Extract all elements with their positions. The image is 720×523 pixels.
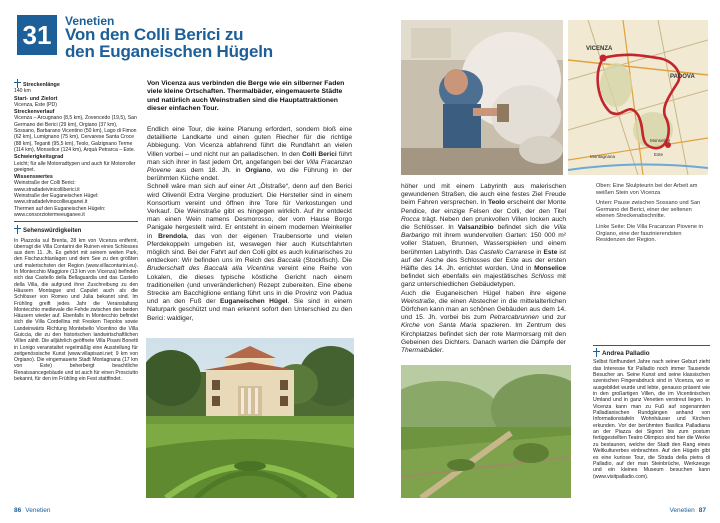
palladio-text: Selbst fünfhundert Jahre nach seiner Geburt zieht das Interesse für Palladio noch immer Tausende Besucher an. Seine Kunst und seine klassischen szenischen Fingerabdruck sind in Vicenza, wo er ausgebildet wurde und lebte, genauso präsent wie in den großartigen Villen, die im Vicentinischen Umland und in ganz Venetien verstreut liegen. In Vicenza kann man zu Fuß auf sogenannten Palladianischen Rundgängen anhand von Informationstafeln Wohnhäuser und Kirchen erkunden. Vor der berühmten Basilica Palladiana an der Piazza dei Signori bis zum postum fertiggestellten Teatro Olimpico sind hier die Werke zu bestaunen, welche der Stadt den Rang eines Weltkulturerbes einbrachten. Auf den Hügeln gibt es eine kuriose Tour, die Strada della pietra di Palladio, auf der man Steinbrüche, Werkzeuge und ein kleines Museum besuchen kann (www.visitpalladio.com). — [593, 359, 710, 480]
footer-left — [14, 507, 51, 514]
footer-label-left: Venetien — [25, 507, 51, 514]
map-label-monselice: Monselice — [650, 138, 671, 143]
villa-illustration — [146, 338, 354, 498]
body-paragraph-1: Endlich eine Tour, die keine Planung erfordert, sondern bloß eine detaillierte Landkarte und einen guten Riecher für die richtige Abbiegung. Von Vicenza abfahrend führt die Rundfahrt an vielen Villen vorbei – und nicht nur an palladischen. In den Colli Berici führt man sich ihrer in fast jedem Ort, angefangen bei der Villa Fracanzan Piovene aus dem 18. Jh. in Orgiano, wo die Führung in der berühmten Küche endet. — [147, 126, 353, 183]
map-label-montagnana: Montagnana — [590, 154, 616, 159]
info-link-1[interactable]: www.stradadeivinicolliberici.it — [14, 186, 80, 193]
caption-bottom: Unten: Pause zwischen Sossano und San Germano dei Berici, einer der seltenen ebenen Streckenabschnitte. — [596, 200, 701, 220]
palladio-box — [593, 345, 710, 480]
start-heading: Start- und Zielort — [14, 95, 58, 102]
palladio-divider — [593, 345, 710, 346]
info-heading: Wissenswertes — [14, 174, 53, 181]
sidebar-divider — [14, 221, 138, 222]
start-value: Vicenza, Este (PD) — [14, 101, 57, 108]
garden-illustration — [401, 365, 571, 498]
route-heading: Streckenverlauf — [14, 109, 55, 116]
route-length-heading: Streckenlänge — [23, 82, 60, 88]
cross-marker-icon — [14, 225, 21, 234]
page-number-right: 87 — [698, 507, 706, 514]
route-map-graphic — [568, 20, 708, 175]
route-map — [568, 20, 708, 175]
footer-right — [669, 507, 706, 514]
info-link-2[interactable]: www.stradadelvinocollieuganei.it — [14, 199, 88, 206]
cross-marker-icon — [593, 348, 600, 357]
caption-top: Oben: Eine Skulpteurin bei der Arbeit am weißen Stein von Vicenza — [596, 183, 698, 196]
map-label-este: Este — [654, 152, 664, 157]
sights-text: In Piazzola sul Brenta, 28 km von Vicenza entfernt, überragt die Villa Contarini die Ruinen eines Schlosses aus dem 11. Jh. Es gehört mit seinem weiten Park, den Fischzuchtanlagen und dem See zu den größten und malerischsten der Region (www.villacontarini.eu). In Montecchio Maggiore (13 km von Vicenza) befinden sich das Castello della Bellaguardia und das Castello della Villa, die aufgrund ihrer Zuschreibung zu den Häusern Montague und Capulet auch als die Schlösser von Romeo und Julia bekannt sind. Im Frühling greift jedes Jahr die Veranstaltung Montecchio medievale die Fehde zwischen den beiden Häusern wieder auf. Ebenfalls in Montecchio befindet sich die Villa Cordellina mit Fresken Tiepolos sowie Landeinwärts Richtung Montebello Vicentino die Villa Guiccia, die zu den historischen landwirtschaftlichen Villen zählt. Die alljährlich geöffnete Villa Pisani Bonetti in Lonigo veranstaltet regelmäßig eine Ausstellung für zeitgenössische Kunst (www.villapisani.net; 9 km von Orgiano). Die eingemauerte Stadt Montagnana (17 km von Este) beherbergt beachtliche Renaissancegebäude und ist auch für einen Prosciutto bekannt, für den im Frühling ein Fest stattfindet. — [14, 237, 138, 383]
caption-left-page: Linke Seite: Die Villa Fracanzan Piovene in Orgiano, eine der faszinierendsten Residenzen der Region. — [596, 223, 703, 244]
difficulty-heading: Schwierigkeitsgrad — [14, 154, 64, 161]
title-line-2: den Euganeischen Hügeln — [65, 42, 273, 61]
info-line-1: Weinstraße der Colli Berici: — [14, 180, 76, 187]
title-line-1: Von den Colli Berici zu — [65, 25, 244, 44]
info-line-2: Weinstraße der Euganeischen Hügel: — [14, 193, 99, 200]
chapter-number-badge: 31 — [17, 15, 57, 55]
info-link-3[interactable]: www.consorziotermeeuganee.it — [14, 211, 85, 218]
info-sidebar — [14, 78, 138, 382]
footer-label-right: Venetien — [669, 507, 695, 514]
info-line-3: Thermen auf den Euganeischen Hügeln: — [14, 205, 106, 212]
body-paragraph-3: höher und mit einem Labyrinth aus malerischen gewundenen Straßen, die auch eine festes Ziel Freude beim Fahren versprechen. In Teolo erscheint der Monte Pendice, der einzige Felsen der Colli, der den Titel Rocca trägt. Neben den prunkvollen Villen locken auch die Schlösser. In Valsanzibio befindet sich die Villa Barbarigo mit ihrem wundervollen Garten: 150 000 m² voller Statuen, Brunnen, Wasserspielen und einem berühmten Labyrinth. Das Castello Carrarese in Este ist auf der Asche des Schlosses der Este aus der ersten Hälfte des 14. Jh. errichtet worden. Und in Monselice befindet sich ebenfalls ein majestätisches Schloss mit ganz unterschiedlichen Gebäudetypen. — [401, 183, 566, 289]
sculptor-photo — [401, 20, 563, 175]
body-text-left — [147, 126, 352, 323]
map-label-padova: PADOVA — [670, 74, 695, 80]
route-value: Vicenza – Arcugnano (8,5 km), Zovencedo (19,5), San Germano dei Berici (29 km), Orgiano (37 km), Sossano, Barbarano Vicentino (50 km), Lago di Fimon (62 km), Lumignano (75 km), Cervarese Santa Croce (88 km), Teganti (95,5 km), Teolo, Galzignano Terme (114 km), Monselice (124 km), Arquà Petrarca – Este. — [14, 115, 137, 153]
region-kicker: Venetien — [65, 14, 115, 28]
garden-photo — [401, 365, 571, 498]
difficulty-value: Leicht; für alle Motorradtypen und auch für Motorroller geeignet. — [14, 160, 136, 173]
route-length-block — [14, 79, 138, 218]
body-paragraph-2: Schnell wäre man sich auf einer Art „Ölstraße“, denn auf den Berici wird Olivenöl Extra Vergine produziert. Die Hersteller sind in einem Konsortium vereint und öffnen ihre Tore für Verkostungen und Verkauf. Die Weinstraße gibt es hingegen wirklich. Auf ihr entdeckt man einen Wein namens Desmorosso, der vom Hause Borgo Panigale hergestellt wird. Er entsteht in einem modernen Weinkeller in Brendola, das von der eigenen Traubensorte und vielen Pferdekoppeln umgeben ist, weswegen hier auch Kutschfahrten möglich sind. Bei der Fahrt auf den Colli gibt es auch kulinarisches zu entdecken: Wir befinden uns im Reich des Baccalà (Stockfisch). Die Bruderschaft des Baccalà alla Vicentina vereint eine Reihe von Lokalen, die dieses typische köstliche Gericht nach einem traditionellen (und unveränderlichen) Rezept zubereiten. Eine ebene Strecke am Bacchiglione entlang führt uns in die Provinz von Padua und an den Fuß der Euganeischen Hügel. Sie sind in einem Naturpark geschützt und man erkennt sofort den Unterschied zu den Berici: waldiger, — [147, 183, 352, 322]
photo-captions — [596, 183, 710, 248]
palladio-heading: Andrea Palladio — [602, 350, 650, 357]
right-page — [360, 0, 720, 523]
map-label-vicenza: VICENZA — [586, 46, 613, 52]
lead-paragraph: Von Vicenza aus verbinden die Berge wie ein silberner Faden viele kleine Ortschaften. Thermalbäder, eingemauerte Städte und natürlich auch Weinstraßen sind die Hauptattraktionen dieser einfachen Tour. — [147, 80, 345, 113]
cross-marker-icon — [14, 79, 21, 88]
villa-photo — [146, 338, 354, 498]
route-length-value: 140 km — [14, 88, 31, 95]
sculptor-illustration — [401, 20, 563, 175]
sights-heading: Sehenswürdigkeiten — [23, 228, 82, 235]
page-title — [65, 26, 273, 60]
body-paragraph-4: Auch die Euganeischen Hügel haben ihre eigene Weinstraße, die einen Abstecher in die mittelalterlichen Dörfchen kann man an schönen Gebäuden aus dem 14. und 15. Jh. vorbei bis zum Petrarcabrunnen und zur Kirche von Santa Maria spazieren. Im Zentrum des Kirchplatzes befindet sich der rote Marmorsarg mit den Gebeinen des Dichters. Danach warten die Dämpfe der Thermalbäder. — [401, 289, 566, 355]
page-number-left: 86 — [14, 507, 22, 514]
body-text-right — [401, 183, 566, 355]
